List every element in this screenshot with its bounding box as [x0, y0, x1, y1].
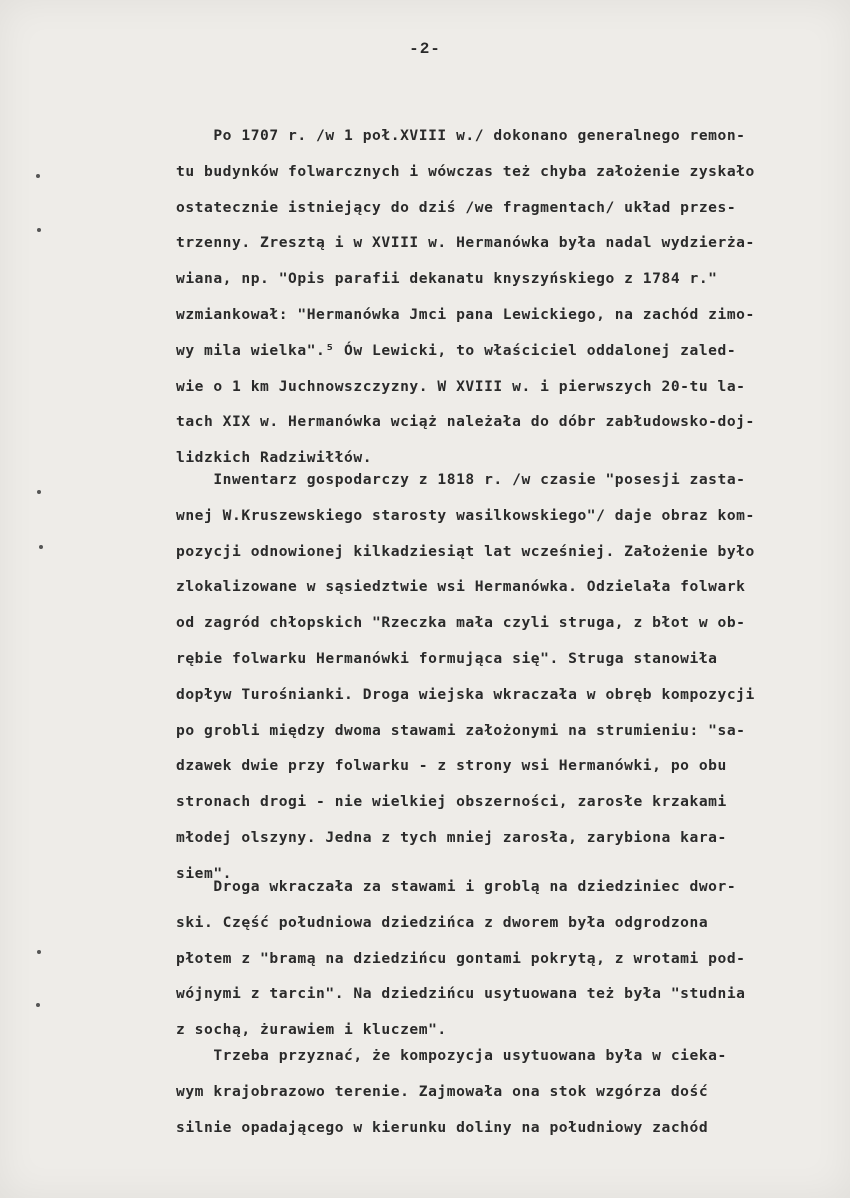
margin-mark: [37, 950, 41, 954]
paragraph-2: Inwentarz gospodarczy z 1818 r. /w czasie "posesji zasta- wnej W.Kruszewskiego starosty wasilkowskiego"/ daje obraz kom- pozycji odnowionej kilkadziesiąt lat wcześniej. Założenie było zlokalizowane w sąsiedztwie wsi Hermanówka. Odzielała folwark od zagród chłopskich "Rzeczka mała czyli struga, z błot w ob- rębie folwarku Hermanówki formująca się". Struga stanowiła dopływ Turośnianki. Droga wiejska wkraczała w obręb kompozycji po grobli między dwoma stawami założonymi na strumieniu: "sa- dzawek dwie przy folwarku - z strony wsi Hermanówki, po obu stronach drogi - nie wielkiej obszerności, zarosłe krzakami młodej olszyny. Jedna z tych mniej zarosła, zarybiona kara- siem".: [176, 471, 755, 882]
page-number: -2-: [409, 40, 441, 58]
margin-mark: [36, 174, 40, 178]
paragraph-4: Trzeba przyznać, że kompozycja usytuowana była w cieka- wym krajobrazowo terenie. Zajmowała ona stok wzgórza dość silnie opadającego w kierunku doliny na południowy zachód: [176, 1047, 727, 1136]
margin-mark: [37, 228, 41, 232]
paragraph-1: Po 1707 r. /w 1 poł.XVIII w./ dokonano generalnego remon- tu budynków folwarcznych i wówczas też chyba założenie zyskało ostatecznie istniejący do dziś /we fragmentach/ układ przes- trzenny. Zresztą i w XVIII w. Hermanówka była nadal wydzierża- wiana, np. "Opis parafii dekanatu knyszyńskiego z 1784 r." wzmiankował: "Hermanówka Jmci pana Lewickiego, na zachód zimo- wy mila wielka".⁵ Ów Lewicki, to właściciel oddalonej zaled- wie o 1 km Juchnowszczyzny. W XVIII w. i pierwszych 20-tu la- tach XIX w. Hermanówka wciąż należała do dóbr zabłudowsko-doj- lidzkich Radziwiłłów.: [176, 127, 755, 467]
margin-mark: [37, 490, 41, 494]
margin-mark: [36, 1003, 40, 1007]
paragraph-3: Droga wkraczała za stawami i groblą na dziedziniec dwor- ski. Część południowa dziedzińca z dworem była odgrodzona płotem z "bramą na dziedzińcu gontami pokrytą, z wrotami pod- wójnymi z tarcin". Na dziedzińcu usytuowana też była "studnia z sochą, żurawiem i kluczem".: [176, 878, 746, 1039]
margin-mark: [39, 545, 43, 549]
